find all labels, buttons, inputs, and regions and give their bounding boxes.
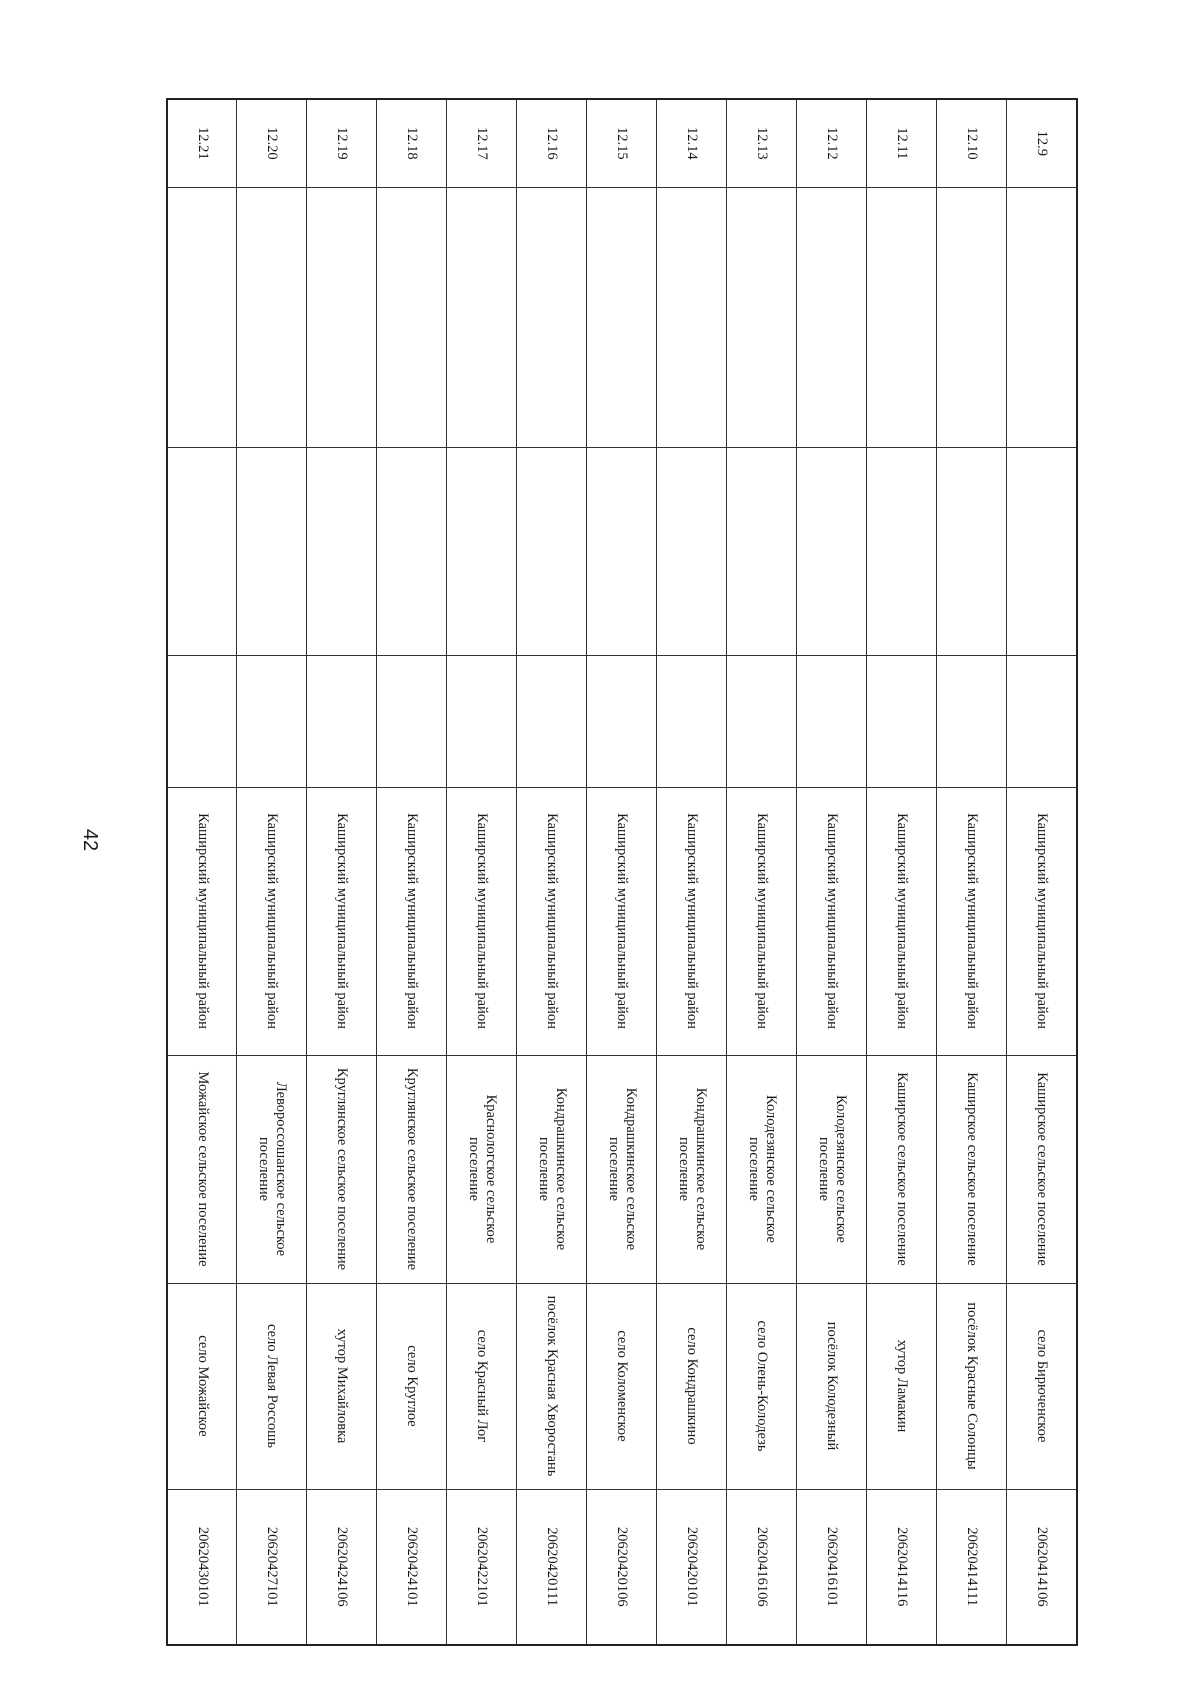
- place-cell: село Можайское: [167, 1283, 237, 1489]
- empty-cell: [867, 187, 937, 447]
- place-cell: посёлок Красная Хворостань: [517, 1283, 587, 1489]
- place-cell: посёлок Красные Солонцы: [937, 1283, 1007, 1489]
- district-cell: Каширский муниципальный район: [447, 787, 517, 1055]
- oktmo-code-cell: 20620414111: [937, 1489, 1007, 1645]
- table-row: [867, 99, 937, 1645]
- settlement-cell: Каширское сельское поселение: [867, 1055, 937, 1283]
- oktmo-code-cell: 20620427101: [237, 1489, 307, 1645]
- settlement-cell: Краснологское сельское поселение: [447, 1055, 517, 1283]
- settlement-cell: Левороссошанское сельское поселение: [237, 1055, 307, 1283]
- settlement-cell: Можайское сельское поселение: [167, 1055, 237, 1283]
- empty-cell: [1007, 447, 1077, 655]
- settlement-cell: Круглянское сельское поселение: [377, 1055, 447, 1283]
- empty-cell: [517, 655, 587, 787]
- empty-cell: [867, 655, 937, 787]
- district-cell: Каширский муниципальный район: [587, 787, 657, 1055]
- table-row: [447, 99, 517, 1645]
- oktmo-code-cell: 20620420101: [657, 1489, 727, 1645]
- settlements-table: [166, 98, 1078, 1646]
- district-cell: Каширский муниципальный район: [167, 787, 237, 1055]
- empty-cell: [377, 447, 447, 655]
- row-number: 12.19: [307, 99, 377, 187]
- settlement-cell: Каширское сельское поселение: [1007, 1055, 1077, 1283]
- place-cell: село Олень-Колодезь: [727, 1283, 797, 1489]
- place-cell: село Кондрашкино: [657, 1283, 727, 1489]
- table-row: [377, 99, 447, 1645]
- table-row: [517, 99, 587, 1645]
- oktmo-code-cell: 20620416106: [727, 1489, 797, 1645]
- district-cell: Каширский муниципальный район: [937, 787, 1007, 1055]
- empty-cell: [307, 447, 377, 655]
- place-cell: село Бирюченское: [1007, 1283, 1077, 1489]
- empty-cell: [587, 187, 657, 447]
- settlement-cell: Колодезянское сельское поселение: [727, 1055, 797, 1283]
- empty-cell: [377, 655, 447, 787]
- empty-cell: [447, 655, 517, 787]
- empty-cell: [797, 655, 867, 787]
- district-cell: Каширский муниципальный район: [727, 787, 797, 1055]
- district-cell: Каширский муниципальный район: [1007, 787, 1077, 1055]
- table-row: [1007, 99, 1077, 1645]
- empty-cell: [237, 447, 307, 655]
- empty-cell: [307, 655, 377, 787]
- district-cell: Каширский муниципальный район: [237, 787, 307, 1055]
- empty-cell: [517, 187, 587, 447]
- empty-cell: [377, 187, 447, 447]
- place-cell: село Красный Лог: [447, 1283, 517, 1489]
- empty-cell: [517, 447, 587, 655]
- table-row: [797, 99, 867, 1645]
- district-cell: Каширский муниципальный район: [517, 787, 587, 1055]
- row-number: 12.10: [937, 99, 1007, 187]
- empty-cell: [587, 655, 657, 787]
- settlement-cell: Кондрашкинское сельское поселение: [587, 1055, 657, 1283]
- row-number: 12.18: [377, 99, 447, 187]
- empty-cell: [307, 187, 377, 447]
- empty-cell: [1007, 655, 1077, 787]
- empty-cell: [237, 187, 307, 447]
- empty-cell: [657, 187, 727, 447]
- oktmo-code-cell: 20620430101: [167, 1489, 237, 1645]
- district-cell: Каширский муниципальный район: [657, 787, 727, 1055]
- place-cell: хутор Ламакин: [867, 1283, 937, 1489]
- place-cell: посёлок Колодезный: [797, 1283, 867, 1489]
- oktmo-code-cell: 20620422101: [447, 1489, 517, 1645]
- empty-cell: [937, 447, 1007, 655]
- table-row: [237, 99, 307, 1645]
- row-number: 12.20: [237, 99, 307, 187]
- empty-cell: [937, 655, 1007, 787]
- settlement-cell: Кондрашкинское сельское поселение: [517, 1055, 587, 1283]
- settlement-cell: Колодезянское сельское поселение: [797, 1055, 867, 1283]
- row-number: 12.12: [797, 99, 867, 187]
- row-number: 12.9: [1007, 99, 1077, 187]
- place-cell: село Коломенское: [587, 1283, 657, 1489]
- empty-cell: [797, 447, 867, 655]
- row-number: 12.13: [727, 99, 797, 187]
- empty-cell: [727, 655, 797, 787]
- empty-cell: [447, 447, 517, 655]
- empty-cell: [587, 447, 657, 655]
- empty-cell: [167, 447, 237, 655]
- table-row: [727, 99, 797, 1645]
- row-number: 12.14: [657, 99, 727, 187]
- place-cell: село Круглое: [377, 1283, 447, 1489]
- table-row: [657, 99, 727, 1645]
- empty-cell: [237, 655, 307, 787]
- row-number: 12.17: [447, 99, 517, 187]
- oktmo-code-cell: 20620424101: [377, 1489, 447, 1645]
- district-cell: Каширский муниципальный район: [377, 787, 447, 1055]
- empty-cell: [167, 655, 237, 787]
- table-row: [587, 99, 657, 1645]
- empty-cell: [447, 187, 517, 447]
- empty-cell: [867, 447, 937, 655]
- table-row: [937, 99, 1007, 1645]
- row-number: 12.11: [867, 99, 937, 187]
- empty-cell: [727, 447, 797, 655]
- place-cell: хутор Михайловка: [307, 1283, 377, 1489]
- settlement-cell: Кондрашкинское сельское поселение: [657, 1055, 727, 1283]
- empty-cell: [797, 187, 867, 447]
- table-row: [307, 99, 377, 1645]
- empty-cell: [1007, 187, 1077, 447]
- settlement-cell: Круглянское сельское поселение: [307, 1055, 377, 1283]
- empty-cell: [657, 655, 727, 787]
- oktmo-code-cell: 20620416101: [797, 1489, 867, 1645]
- district-cell: Каширский муниципальный район: [867, 787, 937, 1055]
- row-number: 12.16: [517, 99, 587, 187]
- settlement-cell: Каширское сельское поселение: [937, 1055, 1007, 1283]
- oktmo-code-cell: 20620420111: [517, 1489, 587, 1645]
- oktmo-code-cell: 20620424106: [307, 1489, 377, 1645]
- district-cell: Каширский муниципальный район: [797, 787, 867, 1055]
- empty-cell: [657, 447, 727, 655]
- table-row: [167, 99, 237, 1645]
- empty-cell: [937, 187, 1007, 447]
- row-number: 12.21: [167, 99, 237, 187]
- place-cell: село Левая Россошь: [237, 1283, 307, 1489]
- row-number: 12.15: [587, 99, 657, 187]
- table-body: [167, 99, 1077, 1645]
- oktmo-code-cell: 20620420106: [587, 1489, 657, 1645]
- oktmo-code-cell: 20620414106: [1007, 1489, 1077, 1645]
- oktmo-code-cell: 20620414116: [867, 1489, 937, 1645]
- empty-cell: [167, 187, 237, 447]
- empty-cell: [727, 187, 797, 447]
- page-number: 42: [79, 828, 101, 852]
- district-cell: Каширский муниципальный район: [307, 787, 377, 1055]
